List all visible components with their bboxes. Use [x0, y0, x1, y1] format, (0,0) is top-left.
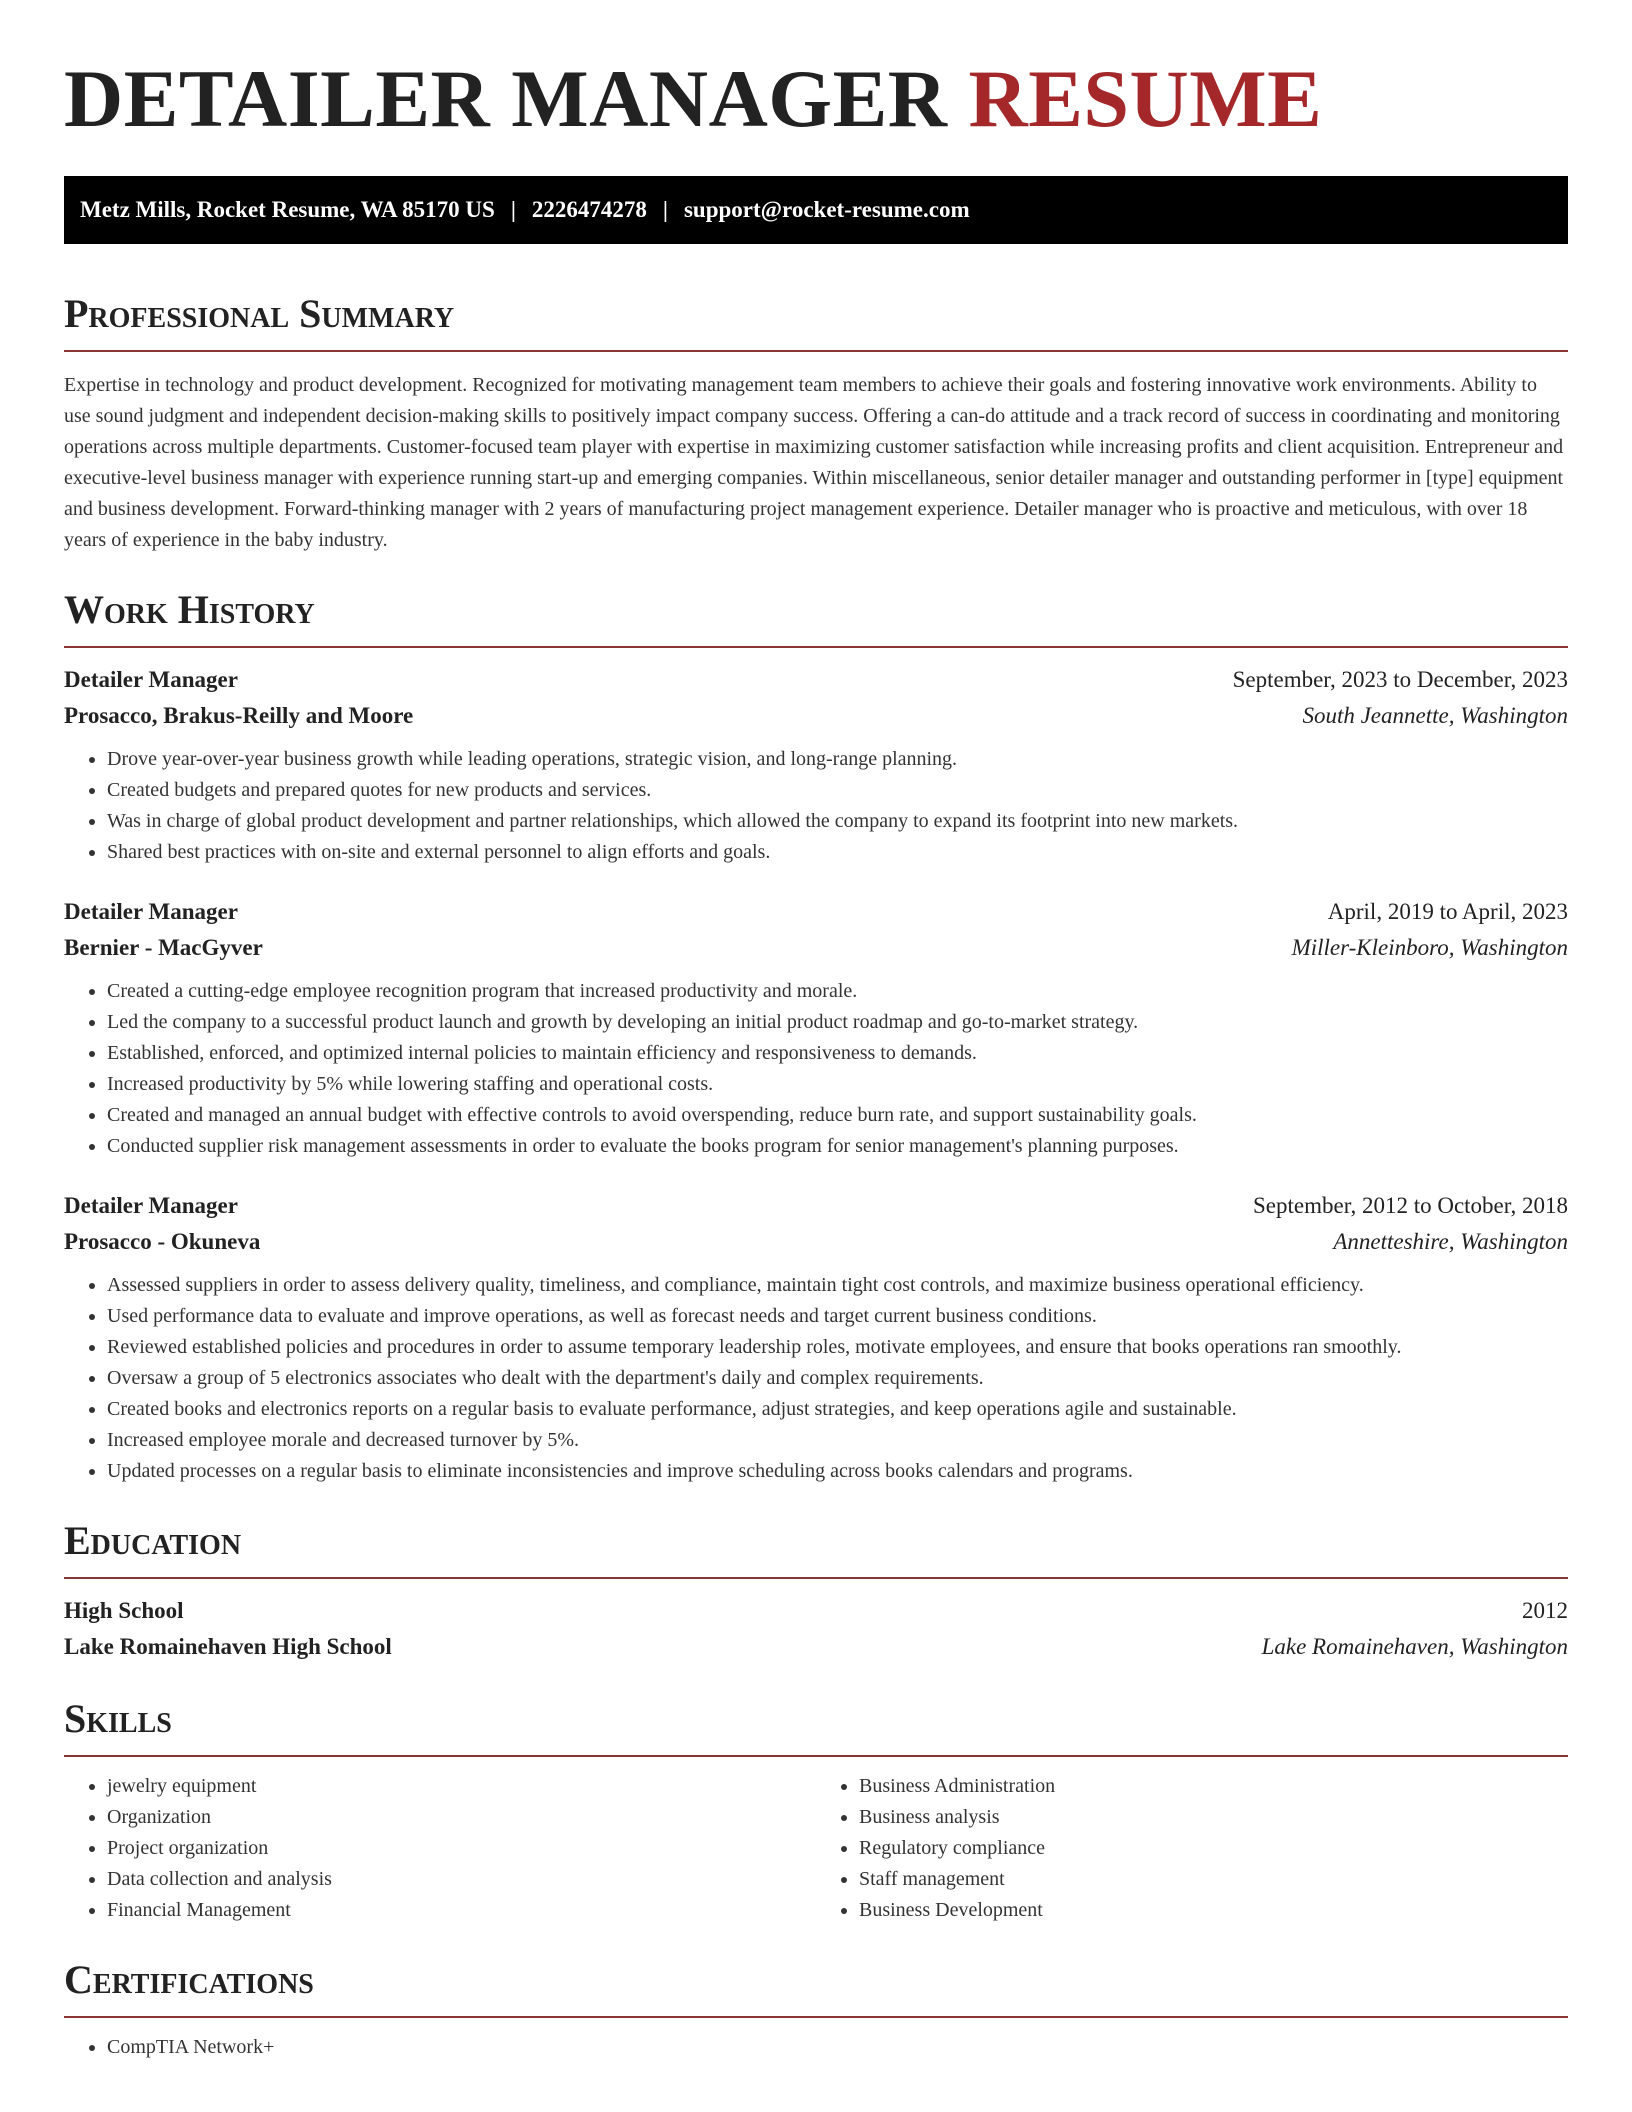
job-company-row	[64, 1224, 1568, 1260]
skill-item: • Business Administration	[859, 1771, 1568, 1802]
education-section	[64, 1518, 1568, 1665]
job-bullet: • Led the company to a successful product launch and growth by developing an initial product roadmap and go-to-market strategy.	[107, 1007, 1568, 1038]
section-divider	[64, 1755, 1568, 1757]
job-entry	[64, 894, 1568, 1162]
job-bullet: • Updated processes on a regular basis to eliminate inconsistencies and improve scheduling across books calendars and programs.	[107, 1456, 1568, 1487]
job-bullet: • Created books and electronics reports on a regular basis to evaluate performance, adjust strategies, and keep operations agile and sustainable.	[107, 1394, 1568, 1425]
contact-phone: 2226474278	[531, 197, 647, 222]
education-degree: High School	[64, 1598, 184, 1623]
contact-address: Metz Mills, Rocket Resume, WA 85170 US	[80, 197, 495, 222]
job-bullet: • Used performance data to evaluate and improve operations, as well as forecast needs and target current business conditions.	[107, 1301, 1568, 1332]
job-bullet: • Created a cutting-edge employee recognition program that increased productivity and morale.	[107, 976, 1568, 1007]
title-accent: RESUME	[968, 53, 1323, 144]
skill-item: • jewelry equipment	[107, 1771, 816, 1802]
summary-section	[64, 291, 1568, 556]
section-title-education: Education	[64, 1518, 242, 1563]
skill-item: • Data collection and analysis	[107, 1864, 816, 1895]
job-header-row	[64, 662, 1568, 698]
skills-section	[64, 1696, 1568, 1926]
education-location: Lake Romainehaven, Washington	[1261, 1634, 1568, 1659]
section-divider	[64, 350, 1568, 352]
section-divider	[64, 1577, 1568, 1579]
certifications-section	[64, 1957, 1568, 2063]
job-bullet: • Conducted supplier risk management assessments in order to evaluate the books program for senior management's planning purposes.	[107, 1131, 1568, 1162]
skill-item: • Organization	[107, 1802, 816, 1833]
certifications-list	[64, 2032, 1568, 2063]
summary-text: Expertise in technology and product development. Recognized for motivating management team members to achieve their goals and fostering innovative work environments. Ability to use sound judgment and independent decision-making skills to positively impact company success. Offering a can-do attitude and a track record of success in coordinating and monitoring operations across multiple departments. Customer-focused team player with expertise in maximizing customer satisfaction while increasing profits and client acquisition. Entrepreneur and executive-level business manager with experience running start-up and emerging companies. Within miscellaneous, senior detailer manager and outstanding performer in [type] equipment and business development. Forward-thinking manager with 2 years of manufacturing project management experience. Detailer manager who is proactive and meticulous, with over 18 years of experience in the baby industry.	[64, 374, 1564, 551]
job-list	[64, 662, 1568, 1487]
education-entry	[64, 1593, 1568, 1665]
job-bullet: • Established, enforced, and optimized internal policies to maintain efficiency and responsiveness to demands.	[107, 1038, 1568, 1069]
education-row	[64, 1593, 1568, 1629]
contact-bar	[64, 176, 1568, 244]
job-bullet: • Created and managed an annual budget with effective controls to avoid overspending, reduce burn rate, and support sustainability goals.	[107, 1100, 1568, 1131]
section-title-skills: Skills	[64, 1696, 172, 1741]
job-dates: April, 2019 to April, 2023	[1327, 899, 1568, 924]
job-bullet: • Increased employee morale and decreased turnover by 5%.	[107, 1425, 1568, 1456]
job-location: South Jeannette, Washington	[1302, 703, 1568, 728]
skill-item: • Business Development	[859, 1895, 1568, 1926]
job-bullet: • Reviewed established policies and procedures in order to assume temporary leadership roles, motivate employees, and ensure that books operations ran smoothly.	[107, 1332, 1568, 1363]
education-row	[64, 1629, 1568, 1665]
job-bullet: • Created budgets and prepared quotes for new products and services.	[107, 775, 1568, 806]
job-title: Detailer Manager	[64, 667, 238, 692]
job-entry	[64, 1188, 1568, 1487]
skill-item: • Regulatory compliance	[859, 1833, 1568, 1864]
work-history-section	[64, 587, 1568, 1487]
skill-item: • Business analysis	[859, 1802, 1568, 1833]
skills-columns	[64, 1771, 1568, 1926]
job-dates: September, 2012 to October, 2018	[1253, 1193, 1568, 1218]
section-title-summary: Professional Summary	[64, 291, 455, 336]
job-title: Detailer Manager	[64, 899, 238, 924]
job-bullet: • Assessed suppliers in order to assess delivery quality, timeliness, and compliance, maintain tight cost controls, and maximize business operational efficiency.	[107, 1270, 1568, 1301]
contact-separator: |	[662, 197, 668, 222]
contact-email: support@rocket-resume.com	[683, 197, 970, 222]
job-bullets	[64, 744, 1568, 868]
job-company-row	[64, 698, 1568, 734]
skill-item: • Staff management	[859, 1864, 1568, 1895]
education-year: 2012	[1522, 1598, 1568, 1623]
section-title-work: Work History	[64, 587, 315, 632]
skill-item: • Financial Management	[107, 1895, 816, 1926]
job-bullet: • Shared best practices with on-site and external personnel to align efforts and goals.	[107, 837, 1568, 868]
certification-item: • CompTIA Network+	[107, 2032, 1568, 2063]
section-divider	[64, 646, 1568, 648]
job-bullet: • Increased productivity by 5% while lowering staffing and operational costs.	[107, 1069, 1568, 1100]
job-company: Bernier - MacGyver	[64, 935, 263, 960]
title-main: DETAILER MANAGER	[64, 53, 948, 144]
job-header-row	[64, 1188, 1568, 1224]
job-location: Miller-Kleinboro, Washington	[1291, 935, 1568, 960]
contact-separator: |	[510, 197, 516, 222]
job-bullets	[64, 976, 1568, 1162]
job-bullet: • Oversaw a group of 5 electronics associates who dealt with the department's daily and complex requirements.	[107, 1363, 1568, 1394]
job-title: Detailer Manager	[64, 1193, 238, 1218]
skills-list-right	[816, 1771, 1568, 1926]
education-school: Lake Romainehaven High School	[64, 1634, 392, 1659]
job-header-row	[64, 894, 1568, 930]
job-company-row	[64, 930, 1568, 966]
job-entry	[64, 662, 1568, 868]
resume-title	[64, 53, 1568, 144]
skills-list-left	[64, 1771, 816, 1926]
section-divider	[64, 2016, 1568, 2018]
job-location: Annetteshire, Washington	[1333, 1229, 1568, 1254]
skill-item: • Project organization	[107, 1833, 816, 1864]
job-bullets	[64, 1270, 1568, 1487]
job-dates: September, 2023 to December, 2023	[1232, 667, 1568, 692]
job-bullet: • Was in charge of global product development and partner relationships, which allowed the company to expand its footprint into new markets.	[107, 806, 1568, 837]
section-title-certifications: Certifications	[64, 1957, 314, 2002]
job-company: Prosacco - Okuneva	[64, 1229, 261, 1254]
job-bullet: • Drove year-over-year business growth while leading operations, strategic vision, and long-range planning.	[107, 744, 1568, 775]
job-company: Prosacco, Brakus-Reilly and Moore	[64, 703, 414, 728]
